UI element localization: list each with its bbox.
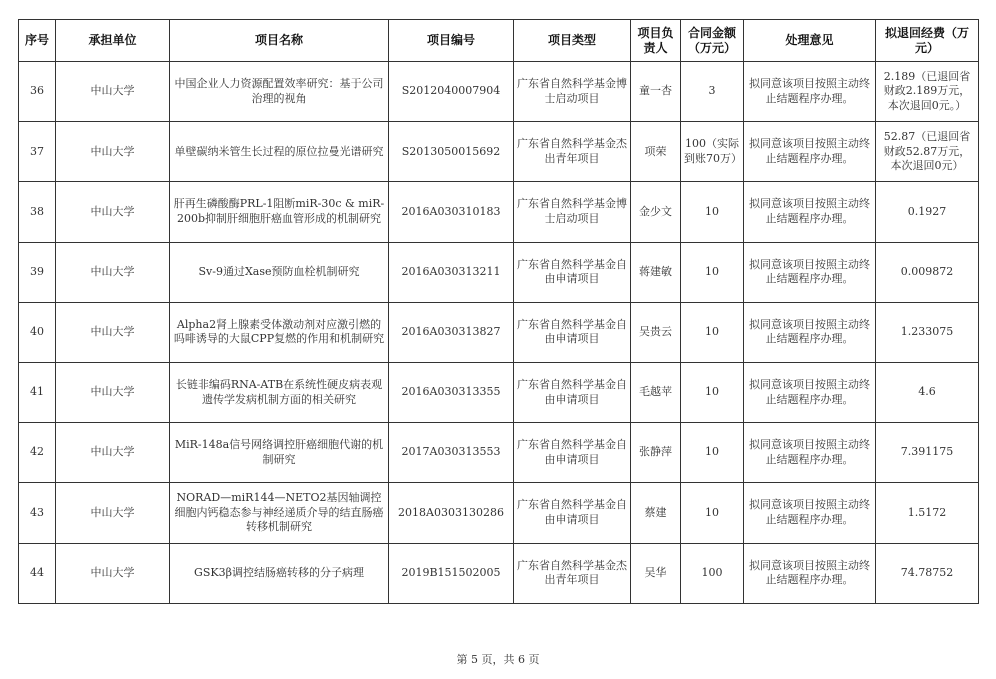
cell-name: NORAD—miR144—NETO2基因轴调控细胞内钙稳态参与神经递质介导的结直肠癌转移机制研究 bbox=[170, 483, 389, 543]
cell-refund: 52.87（已退回省财政52.87万元，本次退回0元） bbox=[876, 122, 979, 182]
cell-refund: 0.009872 bbox=[876, 242, 979, 302]
cell-leader: 吴华 bbox=[631, 543, 681, 603]
cell-refund: 7.391175 bbox=[876, 423, 979, 483]
cell-refund: 2.189（已退回省财政2.189万元，本次退回0元。） bbox=[876, 62, 979, 122]
cell-amount: 100（实际到账70万） bbox=[681, 122, 744, 182]
header-name: 项目名称 bbox=[170, 20, 389, 62]
cell-refund: 4.6 bbox=[876, 362, 979, 422]
cell-no: 38 bbox=[19, 182, 56, 242]
cell-type: 广东省自然科学基金自由申请项目 bbox=[514, 423, 631, 483]
cell-unit: 中山大学 bbox=[56, 543, 170, 603]
table-row bbox=[19, 302, 979, 362]
cell-code: S2013050015692 bbox=[389, 122, 514, 182]
cell-refund: 74.78752 bbox=[876, 543, 979, 603]
cell-unit: 中山大学 bbox=[56, 302, 170, 362]
cell-type: 广东省自然科学基金杰出青年项目 bbox=[514, 543, 631, 603]
cell-amount: 10 bbox=[681, 362, 744, 422]
cell-no: 43 bbox=[19, 483, 56, 543]
table-row bbox=[19, 182, 979, 242]
cell-no: 41 bbox=[19, 362, 56, 422]
table-row bbox=[19, 242, 979, 302]
table-row bbox=[19, 483, 979, 543]
header-leader: 项目负责人 bbox=[631, 20, 681, 62]
cell-code: 2016A030313827 bbox=[389, 302, 514, 362]
project-table bbox=[18, 19, 979, 604]
cell-unit: 中山大学 bbox=[56, 62, 170, 122]
table-row bbox=[19, 62, 979, 122]
cell-type: 广东省自然科学基金自由申请项目 bbox=[514, 483, 631, 543]
cell-name: 肝再生磷酸酶PRL-1阻断miR-30c & miR-200b抑制肝细胞肝癌血管形成的机制研究 bbox=[170, 182, 389, 242]
cell-unit: 中山大学 bbox=[56, 362, 170, 422]
table-header-row bbox=[19, 20, 979, 62]
cell-amount: 100 bbox=[681, 543, 744, 603]
cell-leader: 金少文 bbox=[631, 182, 681, 242]
header-refund: 拟退回经费（万元） bbox=[876, 20, 979, 62]
cell-opinion: 拟同意该项目按照主动终止结题程序办理。 bbox=[744, 62, 876, 122]
cell-opinion: 拟同意该项目按照主动终止结题程序办理。 bbox=[744, 423, 876, 483]
cell-no: 36 bbox=[19, 62, 56, 122]
cell-amount: 10 bbox=[681, 423, 744, 483]
cell-no: 44 bbox=[19, 543, 56, 603]
cell-no: 39 bbox=[19, 242, 56, 302]
cell-name: Sv-9通过Xase预防血栓机制研究 bbox=[170, 242, 389, 302]
cell-unit: 中山大学 bbox=[56, 483, 170, 543]
cell-code: 2016A030310183 bbox=[389, 182, 514, 242]
cell-amount: 10 bbox=[681, 483, 744, 543]
cell-name: 长链非编码RNA-ATB在系统性硬皮病表观遗传学发病机制方面的相关研究 bbox=[170, 362, 389, 422]
cell-opinion: 拟同意该项目按照主动终止结题程序办理。 bbox=[744, 543, 876, 603]
cell-refund: 1.5172 bbox=[876, 483, 979, 543]
cell-opinion: 拟同意该项目按照主动终止结题程序办理。 bbox=[744, 182, 876, 242]
cell-no: 42 bbox=[19, 423, 56, 483]
cell-unit: 中山大学 bbox=[56, 182, 170, 242]
cell-leader: 童一杏 bbox=[631, 62, 681, 122]
table-row bbox=[19, 543, 979, 603]
header-amount: 合同金额（万元） bbox=[681, 20, 744, 62]
cell-opinion: 拟同意该项目按照主动终止结题程序办理。 bbox=[744, 362, 876, 422]
cell-amount: 3 bbox=[681, 62, 744, 122]
cell-amount: 10 bbox=[681, 302, 744, 362]
cell-unit: 中山大学 bbox=[56, 242, 170, 302]
cell-code: 2018A0303130286 bbox=[389, 483, 514, 543]
cell-no: 40 bbox=[19, 302, 56, 362]
cell-code: S2012040007904 bbox=[389, 62, 514, 122]
cell-type: 广东省自然科学基金自由申请项目 bbox=[514, 362, 631, 422]
cell-name: MiR-148a信号网络调控肝癌细胞代谢的机制研究 bbox=[170, 423, 389, 483]
table-row bbox=[19, 423, 979, 483]
cell-no: 37 bbox=[19, 122, 56, 182]
cell-name: 中国企业人力资源配置效率研究：基于公司治理的视角 bbox=[170, 62, 389, 122]
cell-leader: 张静萍 bbox=[631, 423, 681, 483]
header-opinion: 处理意见 bbox=[744, 20, 876, 62]
cell-leader: 蔡建 bbox=[631, 483, 681, 543]
cell-unit: 中山大学 bbox=[56, 423, 170, 483]
cell-opinion: 拟同意该项目按照主动终止结题程序办理。 bbox=[744, 483, 876, 543]
cell-refund: 1.233075 bbox=[876, 302, 979, 362]
cell-name: Alpha2肾上腺素受体激动剂对应激引燃的吗啡诱导的大鼠CPP复燃的作用和机制研究 bbox=[170, 302, 389, 362]
cell-type: 广东省自然科学基金杰出青年项目 bbox=[514, 122, 631, 182]
cell-code: 2016A030313211 bbox=[389, 242, 514, 302]
cell-opinion: 拟同意该项目按照主动终止结题程序办理。 bbox=[744, 302, 876, 362]
header-type: 项目类型 bbox=[514, 20, 631, 62]
cell-refund: 0.1927 bbox=[876, 182, 979, 242]
cell-amount: 10 bbox=[681, 242, 744, 302]
header-no: 序号 bbox=[19, 20, 56, 62]
header-code: 项目编号 bbox=[389, 20, 514, 62]
cell-code: 2017A030313553 bbox=[389, 423, 514, 483]
cell-type: 广东省自然科学基金博士启动项目 bbox=[514, 182, 631, 242]
cell-type: 广东省自然科学基金自由申请项目 bbox=[514, 242, 631, 302]
cell-unit: 中山大学 bbox=[56, 122, 170, 182]
table-row bbox=[19, 122, 979, 182]
cell-opinion: 拟同意该项目按照主动终止结题程序办理。 bbox=[744, 242, 876, 302]
cell-code: 2019B151502005 bbox=[389, 543, 514, 603]
cell-leader: 吴贵云 bbox=[631, 302, 681, 362]
cell-opinion: 拟同意该项目按照主动终止结题程序办理。 bbox=[744, 122, 876, 182]
cell-name: 单壁碳纳米管生长过程的原位拉曼光谱研究 bbox=[170, 122, 389, 182]
page-footer: 第 5 页，共 6 页 bbox=[456, 653, 540, 666]
cell-leader: 项荣 bbox=[631, 122, 681, 182]
cell-code: 2016A030313355 bbox=[389, 362, 514, 422]
header-unit: 承担单位 bbox=[56, 20, 170, 62]
table-row bbox=[19, 362, 979, 422]
cell-amount: 10 bbox=[681, 182, 744, 242]
cell-leader: 毛越苹 bbox=[631, 362, 681, 422]
cell-leader: 蒋建敏 bbox=[631, 242, 681, 302]
cell-type: 广东省自然科学基金博士启动项目 bbox=[514, 62, 631, 122]
cell-name: GSK3β调控结肠癌转移的分子病理 bbox=[170, 543, 389, 603]
cell-type: 广东省自然科学基金自由申请项目 bbox=[514, 302, 631, 362]
